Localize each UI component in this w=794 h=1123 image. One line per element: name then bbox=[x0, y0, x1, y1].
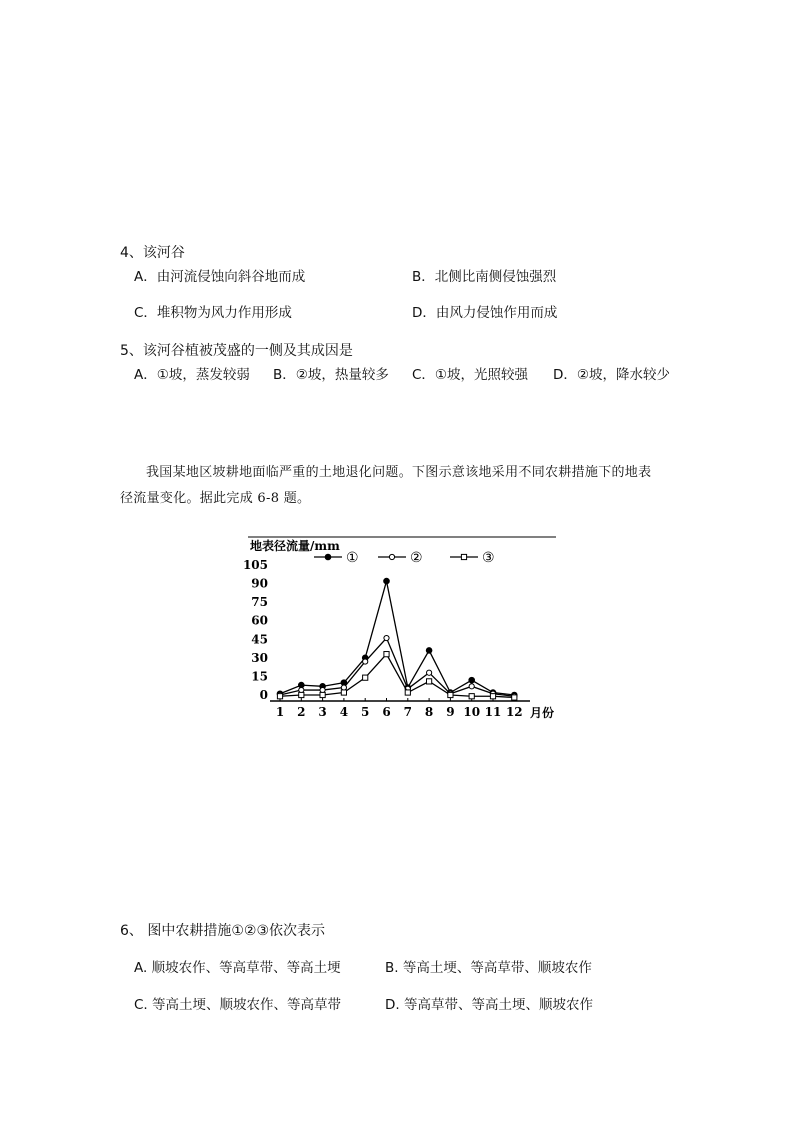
question-4-option-d[interactable]: D．由风力侵蚀作用而成 bbox=[412, 305, 558, 321]
series-3-point bbox=[384, 652, 389, 657]
series-2 bbox=[277, 635, 517, 698]
question-4-option-c[interactable]: C．堆积物为风力作用形成 bbox=[134, 305, 292, 321]
series-2-point bbox=[299, 687, 304, 692]
y-axis bbox=[243, 558, 268, 702]
question-6-option-d[interactable]: D. 等高草带、等高土埂、顺坡农作 bbox=[385, 997, 593, 1013]
series-1 bbox=[277, 578, 517, 698]
x-axis-label: 月份 bbox=[530, 706, 555, 720]
series-2-point bbox=[341, 685, 346, 690]
y-tick-label: 60 bbox=[251, 613, 268, 628]
x-tick-label: 10 bbox=[463, 705, 481, 719]
legend-label-3: ③ bbox=[482, 550, 495, 566]
series-3-point bbox=[363, 675, 368, 680]
y-tick-label: 105 bbox=[242, 558, 268, 572]
question-6-option-c[interactable]: C. 等高土埂、顺坡农作、等高草带 bbox=[134, 997, 342, 1013]
series-2-point bbox=[469, 684, 474, 689]
legend-marker-3 bbox=[461, 554, 466, 559]
question-6-stem: 6、 图中农耕措施①②③依次表示 bbox=[120, 923, 326, 939]
series-1-point bbox=[384, 578, 390, 584]
series-3-point bbox=[469, 694, 474, 699]
plot-area bbox=[277, 578, 517, 700]
x-tick-label: 3 bbox=[318, 705, 327, 719]
question-4-option-b[interactable]: B．北侧比南侧侵蚀强烈 bbox=[412, 269, 557, 285]
y-tick-label: 45 bbox=[251, 632, 268, 647]
series-3-point bbox=[448, 692, 453, 697]
y-tick-label: 90 bbox=[251, 576, 268, 591]
x-tick-label: 11 bbox=[484, 705, 502, 719]
x-tick-label: 5 bbox=[361, 705, 370, 719]
question-6-option-b[interactable]: B. 等高土埂、等高草带、顺坡农作 bbox=[385, 960, 592, 976]
question-5-option-a[interactable]: A．①坡，蒸发较弱 bbox=[134, 367, 250, 383]
series-3-point bbox=[320, 692, 325, 697]
reading-passage bbox=[120, 460, 680, 512]
x-axis bbox=[270, 698, 530, 719]
y-tick-label: 15 bbox=[251, 669, 268, 684]
series-1-line bbox=[280, 581, 514, 695]
question-6-option-a[interactable]: A. 顺坡农作、等高草带、等高土埂 bbox=[134, 960, 341, 976]
series-3-point bbox=[405, 690, 410, 695]
series-3 bbox=[277, 652, 517, 701]
legend-marker-1 bbox=[325, 554, 331, 560]
legend-marker-2 bbox=[389, 554, 394, 559]
series-3-point bbox=[277, 694, 282, 699]
series-3-point bbox=[512, 695, 517, 700]
question-4-stem: 4、该河谷 bbox=[120, 245, 185, 261]
x-tick-label: 9 bbox=[446, 705, 455, 719]
series-3-line bbox=[280, 654, 514, 697]
series-2-point bbox=[384, 635, 389, 640]
y-tick-label: 30 bbox=[251, 650, 268, 665]
question-5-option-c[interactable]: C．①坡，光照较强 bbox=[412, 367, 529, 383]
chart-legend bbox=[314, 550, 495, 566]
question-5-option-b[interactable]: B．②坡，热量较多 bbox=[273, 367, 389, 383]
x-tick-label: 7 bbox=[403, 705, 412, 719]
series-2-line bbox=[280, 638, 514, 696]
series-1-point bbox=[469, 677, 475, 683]
series-2-point bbox=[320, 687, 325, 692]
series-1-point bbox=[426, 648, 432, 654]
x-tick-label: 12 bbox=[505, 705, 523, 719]
series-3-point bbox=[490, 694, 495, 699]
x-tick-label: 6 bbox=[382, 705, 391, 719]
legend-label-1: ① bbox=[346, 550, 359, 566]
question-5-stem: 5、该河谷植被茂盛的一侧及其成因是 bbox=[120, 343, 353, 359]
series-3-point bbox=[299, 692, 304, 697]
x-tick-label: 4 bbox=[339, 705, 349, 719]
runoff-line-chart bbox=[240, 530, 570, 725]
y-tick-label: 0 bbox=[259, 688, 268, 702]
x-tick-label: 1 bbox=[275, 705, 285, 719]
legend-label-2: ② bbox=[410, 550, 423, 566]
passage-line-1: 我国某地区坡耕地面临严重的土地退化问题。下图示意该地采用不同农耕措施下的地表 bbox=[146, 465, 652, 480]
series-2-point bbox=[363, 659, 368, 664]
x-tick-label: 8 bbox=[424, 705, 434, 719]
passage-line-2: 径流量变化。据此完成 6-8 题。 bbox=[120, 491, 311, 506]
series-3-point bbox=[341, 690, 346, 695]
series-2-point bbox=[427, 670, 432, 675]
y-tick-label: 75 bbox=[251, 595, 268, 610]
question-5-option-d[interactable]: D．②坡，降水较少 bbox=[553, 367, 670, 383]
question-4-option-a[interactable]: A．由河流侵蚀向斜谷地而成 bbox=[134, 269, 306, 285]
x-tick-label: 2 bbox=[297, 705, 306, 719]
y-axis-label: 地表径流量/mm bbox=[250, 539, 340, 553]
series-3-point bbox=[427, 679, 432, 684]
